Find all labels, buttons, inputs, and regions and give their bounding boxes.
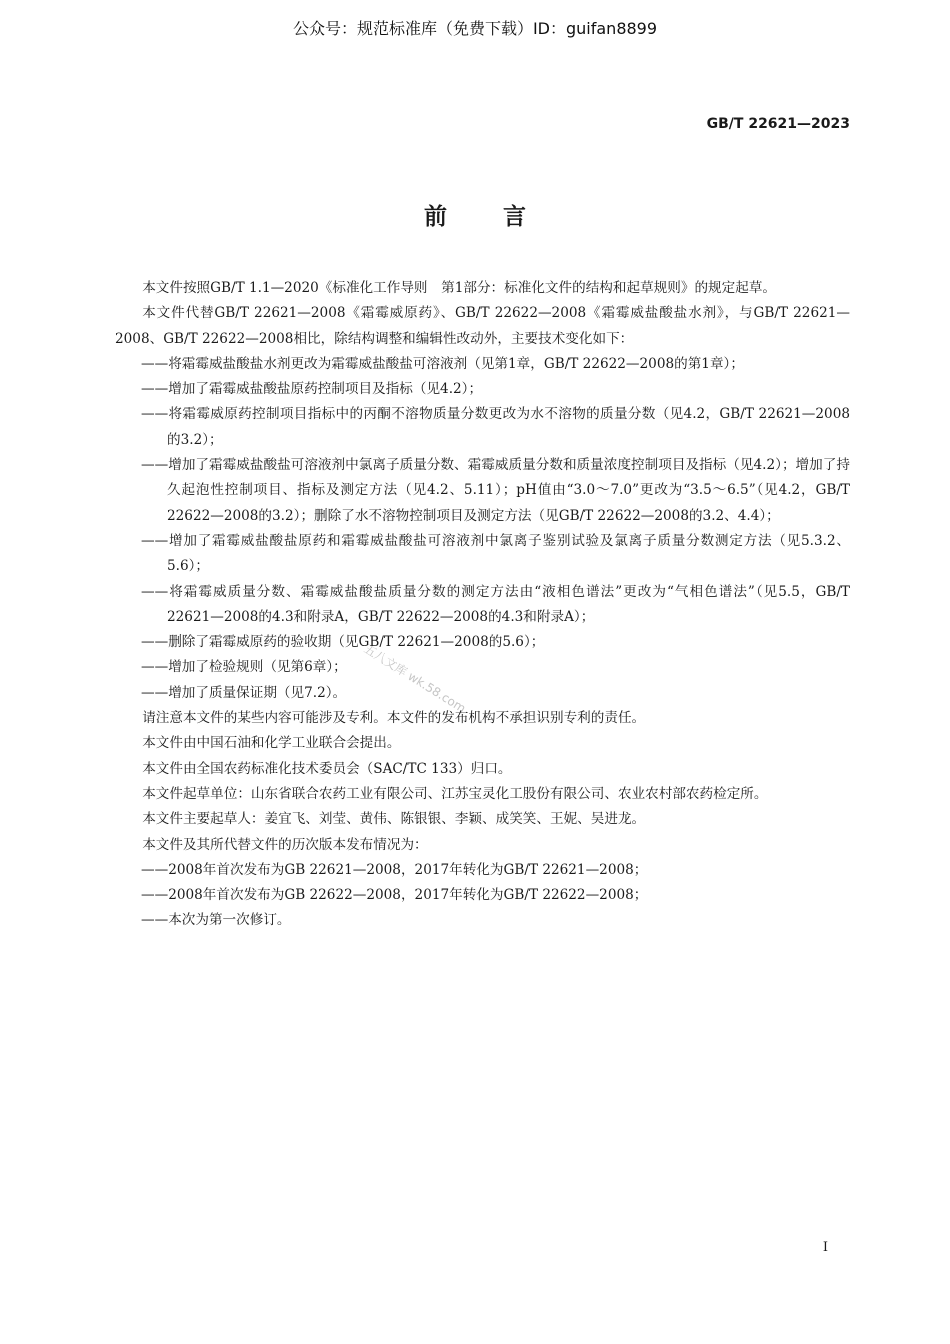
committee-paragraph: 本文件由全国农药标准化技术委员会（SAC/TC 133）归口。 (142, 760, 512, 777)
page-title: 前言 (424, 203, 582, 230)
intro-paragraph-2: 本文件代替GB/T 22621—2008《霜霉威原药》、GB/T 22622—2008《霜霉威盐酸盐水剂》，与GB/T 22621—2008、GB/T 22622—2008相比，除结构调整和编辑性改动外，主要技术变化如下： (115, 305, 850, 347)
watermark-header: 公众号：规范标准库（免费下载）ID：guifan8899 (292, 19, 658, 38)
patent-notice: 请注意本文件的某些内容可能涉及专利。本文件的发布机构不承担识别专利的责任。 (142, 710, 646, 727)
document-body (115, 276, 850, 934)
history-intro-paragraph: 本文件及其所代替文件的历次版本发布情况为： (142, 836, 428, 853)
standard-code: GB/T 22621—2023 (706, 116, 850, 132)
page-number: I (822, 1240, 828, 1255)
diagonal-watermark: 五八文库 wk.58.com (361, 641, 469, 716)
change-item: ——将霜霉威盐酸盐水剂更改为霜霉威盐酸盐可溶液剂（见第1章，GB/T 22622—2008的第1章）； (141, 355, 744, 372)
change-item: ——增加了霜霉威盐酸盐原药和霜霉威盐酸盐可溶液剂中氯离子鉴别试验及氯离子质量分数测定方法（见5.3.2、5.6）； (141, 532, 850, 575)
history-item: ——2008年首次发布为GB 22622—2008，2017年转化为GB/T 22622—2008； (141, 887, 648, 904)
change-item: ——增加了霜霉威盐酸盐原药控制项目及指标（见4.2）； (141, 381, 483, 398)
change-item: ——将霜霉威质量分数、霜霉威盐酸盐质量分数的测定方法由“液相色谱法”更改为“气相色谱法”（见5.5，GB/T 22621—2008的4.3和附录A，GB/T 22622—2008的4.3和附录A）； (141, 583, 850, 625)
change-item: ——增加了霜霉威盐酸盐可溶液剂中氯离子质量分数、霜霉威质量分数和质量浓度控制项目及指标（见4.2）；增加了持久起泡性控制项目、指标及测定方法（见4.2、5.11）；pH值由“3.0～7.0”更改为“3.5～6.5”（见4.2，GB/T 22622—2008的3.2）；删除了水不溶物控制项目及测定方法（见GB/T 22622—2008的3.2、4.4）； (141, 457, 850, 524)
history-item: ——2008年首次发布为GB 22621—2008，2017年转化为GB/T 22621—2008； (141, 861, 648, 878)
drafting-units-paragraph: 本文件起草单位：山东省联合农药工业有限公司、江苏宝灵化工股份有限公司、农业农村部农药检定所。 (142, 785, 768, 802)
history-item: ——本次为第一次修订。 (141, 912, 291, 929)
intro-paragraph-1: 本文件按照GB/T 1.1—2020《标准化工作导则 第1部分：标准化文件的结构和起草规则》的规定起草。 (142, 280, 777, 296)
drafters-paragraph: 本文件主要起草人：姜宜飞、刘莹、黄伟、陈银银、李颖、成笑笑、王妮、吴进龙。 (142, 811, 646, 828)
change-item: ——增加了检验规则（见第6章）； (141, 659, 347, 676)
change-item: ——将霜霉威原药控制项目指标中的丙酮不溶物质量分数更改为水不溶物的质量分数（见4.2，GB/T 22621—2008的3.2）； (141, 406, 850, 448)
proposer-paragraph: 本文件由中国石油和化学工业联合会提出。 (142, 735, 401, 752)
change-item: ——增加了质量保证期（见7.2）。 (141, 684, 347, 701)
change-item: ——删除了霜霉威原药的验收期（见GB/T 22621—2008的5.6）； (141, 634, 545, 651)
